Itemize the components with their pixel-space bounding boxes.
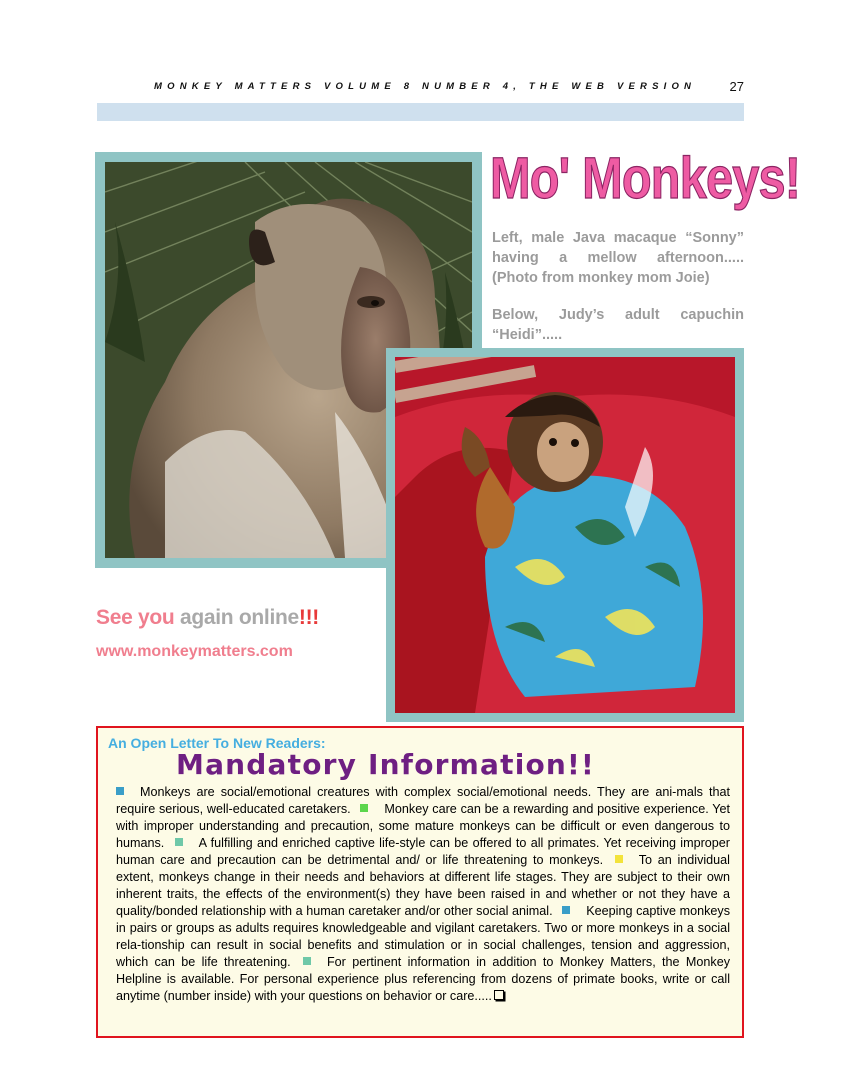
letter-paragraph: Monkey care can be a rewarding and positive experience. Yet with improper understanding and precaution, some mature monkeys can be difficult or even dangerous to humans. xyxy=(116,802,730,850)
letter-body xyxy=(116,784,730,1005)
feature-title: Mo' Monkeys! xyxy=(490,146,801,211)
bullet-icon xyxy=(615,855,623,863)
bullet-icon xyxy=(303,957,311,965)
signoff-line xyxy=(96,606,319,630)
running-title: MONKEY MATTERS VOLUME 8 NUMBER 4, THE WEB VERSION xyxy=(154,80,697,92)
bullet-icon xyxy=(360,804,368,812)
end-of-story-icon xyxy=(494,990,504,1000)
website-link[interactable]: www.monkeymatters.com xyxy=(96,643,293,660)
letter-title: Mandatory Information!! xyxy=(176,748,595,781)
letter-paragraph: For pertinent information in addition to Monkey Matters, the Monkey Helpline is available. For personal experience plus referencing from dozens of primate books, write or call anytime (number inside) with your questions on behavior or care..... xyxy=(116,955,731,1003)
caption-capuchin xyxy=(492,305,744,345)
caption-capuchin-text: Below, Judy’s adult capuchin “Heidi”..... xyxy=(492,307,744,343)
open-letter-box xyxy=(96,726,744,1038)
caption-macaque xyxy=(492,228,744,288)
letter-paragraph: Keeping captive monkeys in pairs or groups as adults requires knowledgeable and vigilant caretakers. Two or more monkeys in a social rela-tionship can result in social benefits and stimulation or in social challenges, tension and aggression, which can be life threatening. xyxy=(116,904,731,969)
bullet-icon xyxy=(175,838,183,846)
signoff-again: again online xyxy=(179,606,299,629)
capuchin-photo-frame xyxy=(386,348,744,722)
page-number: 27 xyxy=(729,78,744,94)
caption-macaque-text: Left, male Java macaque “Sonny” having a mellow afternoon..... (Photo from monkey mom Joie) xyxy=(492,230,744,286)
header-rule-bar xyxy=(97,103,744,121)
letter-kicker: An Open Letter To New Readers: xyxy=(108,735,326,751)
bullet-icon xyxy=(116,787,124,795)
letter-paragraph: Monkeys are social/emotional creatures with complex social/emotional needs. They are ani-mals that require serious, well-educated caretakers. xyxy=(116,785,730,816)
signoff-exclaim: !!! xyxy=(298,606,319,629)
bullet-icon xyxy=(562,906,570,914)
capuchin-photo xyxy=(395,357,735,713)
letter-paragraph: A fulfilling and enriched captive life-style can be offered to all primates. Yet receiving improper human care and precaution can be detrimental and/ or life threatening to monkeys. xyxy=(116,836,730,867)
letter-paragraph: To an individual extent, monkeys change in their needs and behaviors at different life stages. They are subject to their own inherent traits, the effects of the environment(s) they have been raised in and whether or not they have a quality/bonded relationship with a human caretaker and/or other social animal. xyxy=(116,853,730,918)
running-header xyxy=(154,78,744,94)
signoff-see: See you xyxy=(96,606,175,629)
